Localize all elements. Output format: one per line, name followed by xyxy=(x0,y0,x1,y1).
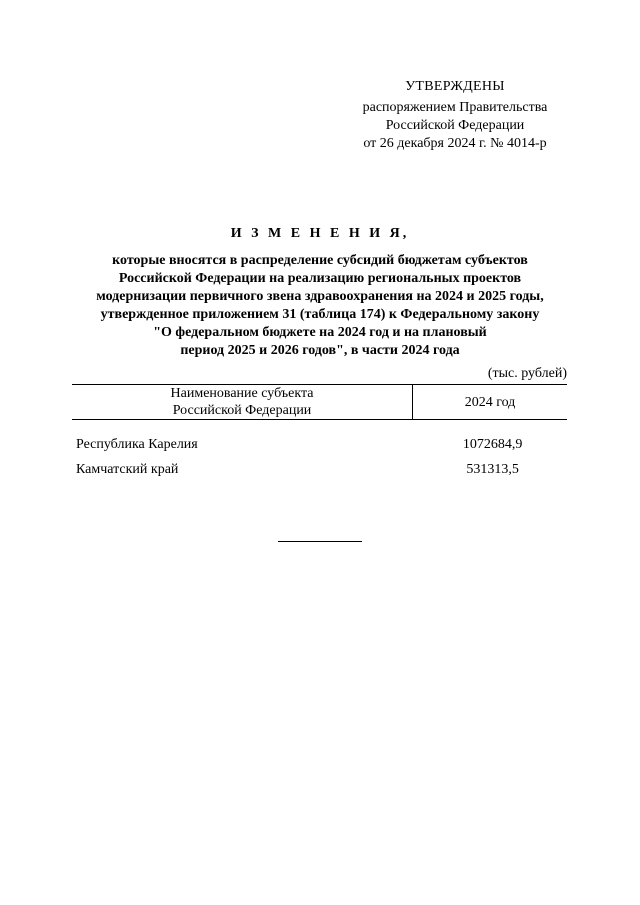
table-body xyxy=(76,435,567,485)
row-subject-name: Камчатский край xyxy=(76,462,179,477)
column-header-year: 2024 год xyxy=(413,385,568,420)
table-row xyxy=(76,460,567,485)
subtitle-line: "О федеральном бюджете на 2024 год и на плановый xyxy=(153,325,487,340)
subtitle-line: модернизации первичного звена здравоохранения на 2024 и 2025 годы, xyxy=(96,289,544,304)
column-header-subject-line-2: Российской Федерации xyxy=(172,403,312,418)
document-title-text: И З М Е Н Е Н И Я, xyxy=(230,226,410,241)
subtitle-line: Российской Федерации на реализацию региональных проектов xyxy=(118,271,522,286)
end-divider xyxy=(278,541,362,542)
subtitle-line: утвержденное приложением 31 (таблица 174) к Федеральному закону xyxy=(100,307,540,322)
row-subject-name: Республика Карелия xyxy=(76,437,198,452)
column-header-subject-line-1: Наименование субъекта xyxy=(170,386,314,401)
approval-line-1: распоряжением Правительства xyxy=(362,100,548,115)
document-title xyxy=(70,224,570,244)
subtitle-line: период 2025 и 2026 годов", в части 2024 года xyxy=(180,343,460,358)
approval-line-3: от 26 декабря 2024 г. № 4014-р xyxy=(363,136,547,151)
row-value: 1072684,9 xyxy=(462,437,523,452)
units-label: (тыс. рублей) xyxy=(487,366,567,381)
table-header xyxy=(72,384,567,420)
subtitle-line: которые вносятся в распределение субсидий бюджетам субъектов xyxy=(112,253,528,268)
approval-heading: УТВЕРЖДЕНЫ xyxy=(405,79,505,94)
document-subtitle xyxy=(70,252,570,360)
table-row xyxy=(76,435,567,460)
approval-block xyxy=(340,78,570,153)
approval-line-2: Российской Федерации xyxy=(385,118,525,133)
row-value: 531313,5 xyxy=(466,462,519,477)
column-header-subject xyxy=(72,385,413,420)
